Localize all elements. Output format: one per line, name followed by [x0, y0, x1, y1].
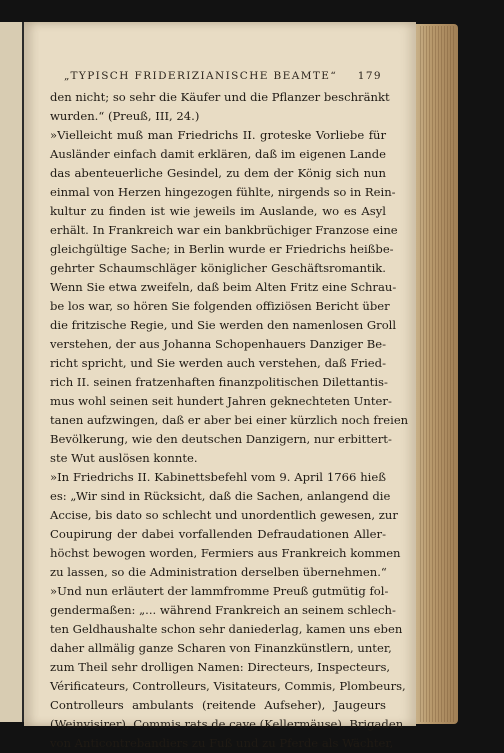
- text-line: Ausländer einfach damit erklären, daß im eigenen Lande: [50, 147, 386, 161]
- text-line: daher allmälig ganze Scharen von Finanzkünstlern, unter,: [50, 641, 392, 655]
- text-line: verstehen, der aus Johanna Schopenhauers Danziger Be-: [50, 337, 386, 351]
- text-line: das abenteuerliche Gesindel, zu dem der König sich nun: [50, 166, 386, 180]
- running-header: [64, 70, 382, 82]
- body-text: [50, 88, 409, 753]
- text-line: Bevölkerung, wie den deutschen Danzigern, nur erbittert-: [50, 432, 392, 446]
- text-line: von Anticontrebandiers zu Fuß und zu Pferde als Wächter,: [50, 736, 394, 750]
- text-line: »Vielleicht muß man Friedrichs II. groteske Vorliebe für: [50, 128, 386, 142]
- text-line: »Und nun erläutert der lammfromme Preuß gutmütig fol-: [50, 584, 389, 598]
- text-line: »In Friedrichs II. Kabinettsbefehl vom 9. April 1766 hieß: [50, 470, 386, 484]
- text-line: gleichgültige Sache; in Berlin wurde er Friedrichs heißbe-: [50, 242, 394, 256]
- text-line: höchst bewogen worden, Fermiers aus Frankreich kommen: [50, 546, 401, 560]
- text-line: richt spricht, und Sie werden auch verstehen, daß Fried-: [50, 356, 386, 370]
- text-line: Wenn Sie etwa zweifeln, daß beim Alten Fritz eine Schrau-: [50, 280, 397, 294]
- text-line: zu lassen, so die Administration derselben übernehmen.“: [50, 565, 387, 579]
- text-line: gehrter Schaumschläger königlicher Geschäftsromantik.: [50, 261, 386, 275]
- text-line: einmal von Herzen hingezogen fühlte, nirgends so in Rein-: [50, 185, 396, 199]
- page-number: 179: [357, 70, 382, 82]
- text-line: kultur zu finden ist wie jeweils im Auslande, wo es Asyl: [50, 204, 386, 218]
- text-line: gendermaßen: „... während Frankreich an seinem schlech-: [50, 603, 396, 617]
- text-line: den nicht; so sehr die Käufer und die Pflanzer beschränkt: [50, 90, 390, 104]
- text-line: Vérificateurs, Controlleurs, Visitateurs, Commis, Plombeurs,: [50, 679, 406, 693]
- text-line: Coupirung der dabei vorfallenden Defraudationen Aller-: [50, 527, 386, 541]
- text-line: (Weinvisirer), Commis rats de cave (Kellermäuse), Brigaden: [50, 717, 404, 731]
- page-stack-lines: [420, 26, 454, 722]
- text-line: zum Theil sehr drolligen Namen: Directeurs, Inspecteurs,: [50, 660, 391, 674]
- text-line: Controlleurs ambulants (reitende Aufseher), Jaugeurs: [50, 698, 386, 712]
- header-title: „TYPISCH FRIDERIZIANISCHE BEAMTE“: [64, 70, 338, 82]
- text-line: be los war, so hören Sie folgenden offiziösen Bericht über: [50, 299, 390, 313]
- text-line: die fritzische Regie, und Sie werden den namenlosen Groll: [50, 318, 397, 332]
- text-line: wurden.“ (Preuß, III, 24.): [50, 109, 200, 123]
- text-line: tanen aufzwingen, daß er aber bei einer kürzlich noch freien: [50, 413, 409, 427]
- text-line: rich II. seinen fratzenhaften finanzpolitischen Dilettantis-: [50, 375, 388, 389]
- text-line: mus wohl seinen seit hundert Jahren geknechteten Unter-: [50, 394, 392, 408]
- facing-page-edge: [0, 22, 24, 722]
- text-line: erhält. In Frankreich war ein bankbrüchiger Franzose eine: [50, 223, 398, 237]
- text-line: ten Geldhaushalte schon sehr daniederlag, kamen uns eben: [50, 622, 403, 636]
- text-line: es: „Wir sind in Rücksicht, daß die Sachen, anlangend die: [50, 489, 391, 503]
- text-line: ste Wut auslösen konnte.: [50, 451, 198, 465]
- text-line: Accise, bis dato so schlecht und unordentlich gewesen, zur: [50, 508, 398, 522]
